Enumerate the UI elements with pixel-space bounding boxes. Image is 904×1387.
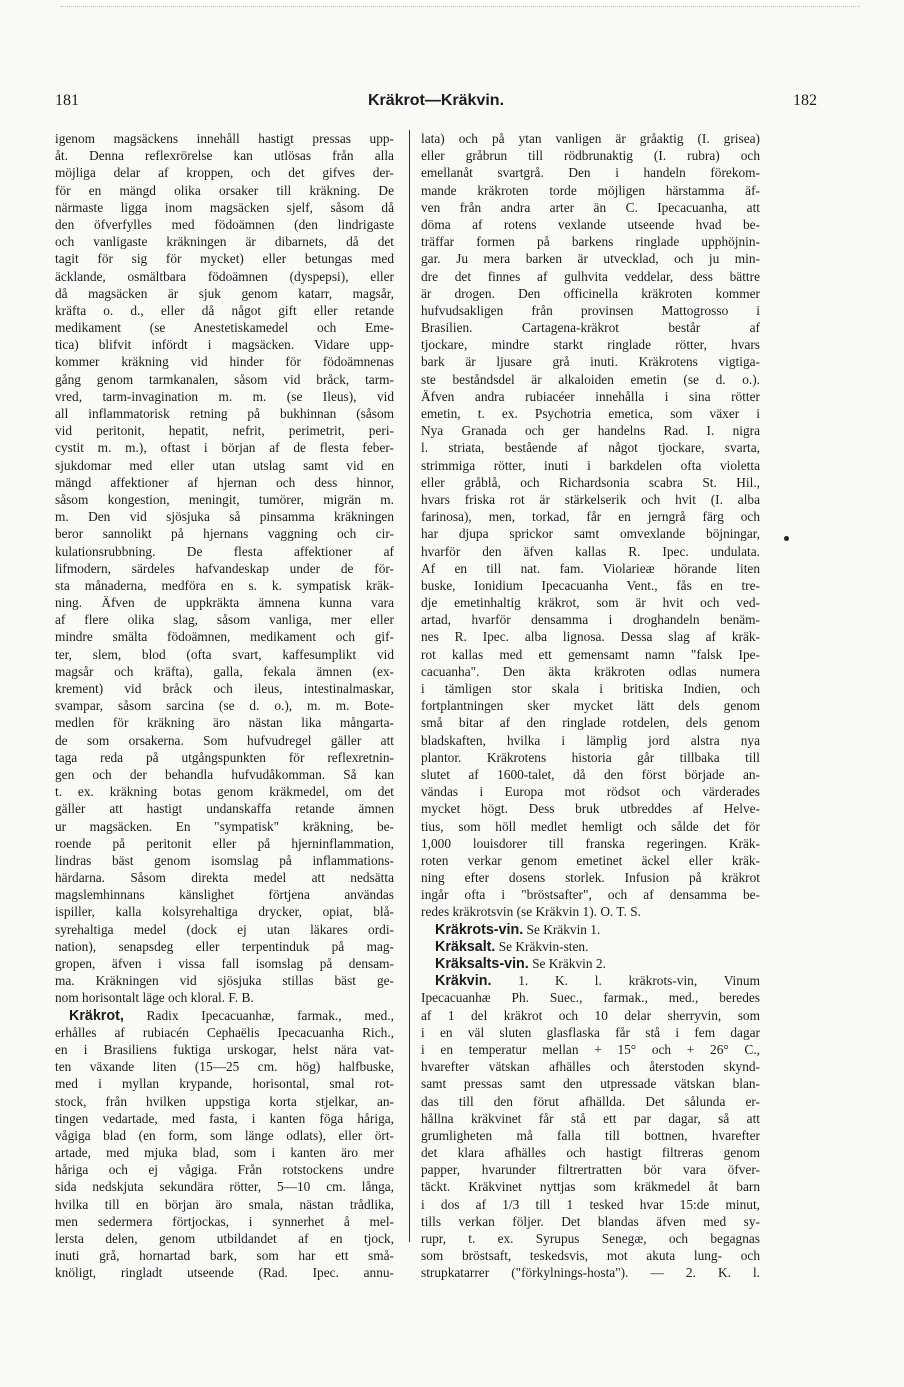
line-text: är drogen. Den officinella kräkroten kommer <box>421 285 760 301</box>
line-text: Se Kräkvin 2. <box>528 956 606 971</box>
text-line <box>55 543 394 560</box>
text-line <box>55 388 394 405</box>
text-line <box>421 869 760 886</box>
line-text: rot kallas med ett gemensamt namn "falsk Ipe- <box>421 646 760 662</box>
left-column <box>55 130 394 1282</box>
line-text: 1,000 louisdorer till franska regeringen. Kräk- <box>421 835 760 851</box>
line-text: inuti grå, hornartad bark, som har ett små- <box>55 1248 394 1264</box>
text-line <box>421 903 760 920</box>
text-line <box>421 250 760 267</box>
line-text: mande kräkroten torde möjligen härstamma äf- <box>421 182 760 198</box>
line-text: tjockare, mindre starkt ringlade rötter, hvars <box>421 337 760 353</box>
line-text: redes kräkrotsvin (se Kräkvin 1). O. T. S. <box>421 904 642 920</box>
text-line <box>55 1213 394 1230</box>
text-line <box>55 921 394 938</box>
text-line <box>55 972 394 989</box>
line-text: hållna kräkvinet får stå ett par dagar, så att <box>421 1110 760 1126</box>
line-text: taga reda på utgångspunkten för reflexretnin- <box>55 749 394 765</box>
text-line <box>55 199 394 216</box>
text-line <box>421 422 760 439</box>
headword: Kräkrots-vin. <box>435 921 524 938</box>
text-line <box>55 783 394 800</box>
line-text: farinosa), men, torkad, får en jerngrå färg och <box>421 509 760 525</box>
text-line <box>421 216 760 233</box>
text-line <box>55 818 394 835</box>
line-text: det klara afhälles och hastigt filtreras genom <box>421 1145 760 1161</box>
line-text: rupr, t. ex. Syrupus Senegæ, och begagnas <box>421 1231 760 1246</box>
text-line <box>55 457 394 474</box>
text-line <box>55 147 394 164</box>
line-text: Brasilien. Cartagena-kräkrot består af <box>421 320 760 336</box>
text-line <box>421 818 760 835</box>
line-text: krement) vid bråck och ileus, intestinalmaskar, <box>55 681 394 696</box>
text-line <box>55 628 394 645</box>
headword: Kräksalts-vin. <box>435 956 529 972</box>
line-text: ispiller, kalla kolsyrehaltiga drycker, opiat, blå- <box>55 904 394 920</box>
line-text: ur magsäcken. En "sympatisk" kräkning, be- <box>55 818 394 834</box>
text-line <box>421 405 760 422</box>
line-text: vågiga blad (en form, som länge odlats), eller ört- <box>55 1127 394 1143</box>
text-line <box>55 714 394 731</box>
line-text: ten växande liten (15—25 cm. hög) halfbuske, <box>55 1059 394 1075</box>
line-text: beror sannolikt på hjernans vaggning och cir- <box>55 526 394 542</box>
text-line <box>55 525 394 542</box>
line-text: gen och der behandla hufvudåkomman. Så kan <box>55 766 394 782</box>
text-line <box>55 869 394 886</box>
line-text: syrehaltiga medel (dock ej utan läkares ordi- <box>55 921 394 937</box>
text-line <box>421 199 760 216</box>
text-line <box>55 1058 394 1075</box>
text-line <box>55 233 394 250</box>
line-text: åt. Denna reflexrörelse kan utlösas från alla <box>55 148 394 164</box>
line-text: ingår ofta i "bröstsafter", och af densamma be- <box>421 887 760 903</box>
text-line <box>55 336 394 353</box>
line-text: igenom magsäckens innehåll hastigt pressas upp- <box>55 131 394 146</box>
line-text: all inflammatorisk retning på bukhinnan (såsom <box>55 406 394 421</box>
text-line <box>55 130 394 147</box>
text-line <box>421 560 760 577</box>
line-text: i en temperatur mellan + 15° och + 26° C., <box>421 1041 760 1057</box>
text-line <box>421 852 760 869</box>
line-text: bark är ljusare grå inuti. Kräkrotens vigtiga- <box>421 354 760 370</box>
line-text: buske, Ionidium Ipecacuanha Vent., fås en tre- <box>421 577 760 593</box>
line-text: af flere olika slag, såsom vanliga, mer eller <box>55 612 394 628</box>
text-line <box>421 1007 760 1024</box>
text-line <box>55 474 394 491</box>
text-line <box>55 1024 394 1041</box>
running-title: Kräkrot—Kräkvin. <box>367 92 505 109</box>
line-text: Af en till nat. fam. Violarieæ hörande liten <box>421 560 760 576</box>
line-text: mycket högt. Dess bruk utbreddes af Helve- <box>421 801 760 817</box>
text-line <box>421 1024 760 1041</box>
line-text: strupkatarrer ("förkylnings-hosta"). — 2. K. l. <box>421 1265 760 1281</box>
line-text: medlen för kräkning äro nästan lika mångarta- <box>55 715 394 731</box>
text-line <box>55 938 394 955</box>
text-line <box>421 886 760 903</box>
text-line <box>55 1041 394 1058</box>
line-text: tills verkan följer. Det blandas äfven med sy- <box>421 1213 760 1229</box>
line-text: af 1 del kräkrot och 10 delar sherryvin, som <box>421 1007 760 1023</box>
line-text: har djupa sprickor samt omvexlande böjningar, <box>421 526 760 542</box>
text-line <box>55 319 394 336</box>
line-text: för en mängd olika orsaker till kräkning. De <box>55 182 394 198</box>
line-text: gäller att hastigt undanskaffa retande ämnen <box>55 801 394 817</box>
text-line <box>55 577 394 594</box>
line-text: Nya Granada och ger handelns Rad. I. nigra <box>421 423 760 439</box>
line-text: sjukdomar med eller utan utslag samt vid en <box>55 457 394 473</box>
headword: Kräksalt. <box>435 938 496 955</box>
text-line <box>55 852 394 869</box>
text-line <box>421 955 760 972</box>
text-line <box>55 250 394 267</box>
text-line <box>55 1127 394 1144</box>
text-line <box>55 611 394 628</box>
text-line <box>421 628 760 645</box>
line-text: små bitar af den ringlade rotdelen, dels genom <box>421 715 760 731</box>
line-text: svampar, såsom sarcina (se d. o.), m. m. Bote- <box>55 698 394 714</box>
line-text: gropen, äfven i vissa fall isomslag på densam- <box>55 956 394 971</box>
text-line <box>55 886 394 903</box>
line-text: mindre smälta födoämnen, medikament och gif- <box>55 629 394 645</box>
text-line <box>421 680 760 697</box>
line-text: lifmodern, särdeles hafvandeskap under de för- <box>55 560 394 576</box>
line-text: das till den förut afhällda. Det sålunda er- <box>421 1093 760 1109</box>
line-text: lersta delen, genom utbildandet af en tjock, <box>55 1231 394 1246</box>
text-line <box>421 972 760 989</box>
line-text: cacuanha". Den äkta kräkroten odlas numera <box>421 663 760 679</box>
text-line <box>55 302 394 319</box>
text-line <box>421 388 760 405</box>
text-line <box>421 1247 760 1264</box>
line-text: knöligt, ringladt utseende (Rad. Ipec. annu- <box>55 1265 394 1281</box>
line-text: ste beståndsdel är alkaloiden emetin (se d. o.). <box>421 371 760 387</box>
text-line <box>421 611 760 628</box>
text-line <box>55 903 394 920</box>
line-text: stock, från hvilken uppstiga korta stjelkar, an- <box>55 1093 394 1109</box>
line-text: bladskaften, hvilka i lämplig jord alstra nya <box>421 732 760 748</box>
text-line <box>55 800 394 817</box>
text-line <box>55 353 394 370</box>
text-line <box>421 1075 760 1092</box>
page-number-left: 181 <box>55 92 79 109</box>
text-line <box>421 147 760 164</box>
line-text: nation), senapsdeg eller terpentinduk på mag- <box>55 938 394 954</box>
line-text: hvilka till en början äro smala, nästan trådlika, <box>55 1196 394 1212</box>
line-text: kommer kräkning vid hinder för födoämnenas <box>55 354 394 370</box>
line-text: i tämligen stor skala i britiska Indien, och <box>421 681 760 696</box>
text-line <box>421 714 760 731</box>
line-text: Ipecacuanhæ Ph. Suec., farmak., med., beredes <box>421 990 760 1006</box>
line-text: en i Brasiliens fuktiga urskogar, helst nära vat- <box>55 1041 394 1057</box>
text-line <box>55 285 394 302</box>
line-text: strimmiga rötter, inuti i barkdelen ofta violetta <box>421 457 760 473</box>
line-text: mängd affektioner af hjernan och dess hinnor, <box>55 474 394 490</box>
text-line <box>55 508 394 525</box>
text-line <box>421 732 760 749</box>
line-text: magslemhinnans känslighet förtjena användas <box>55 887 394 903</box>
line-text: sida nedskjuta sekundära rötter, 5—10 cm. långa, <box>55 1179 394 1195</box>
text-line <box>421 577 760 594</box>
text-line <box>421 353 760 370</box>
line-text: t. ex. kräkning botas genom kräkmedel, om det <box>55 784 394 800</box>
text-line <box>421 921 760 938</box>
line-text: tingen vedartade, med fasta, i kanten föga håriga, <box>55 1110 394 1126</box>
text-line <box>55 422 394 439</box>
headword: Kräkvin. <box>435 973 492 990</box>
line-text: Radix Ipecacuanhæ, farmak., med., <box>123 1007 394 1023</box>
text-line <box>55 1264 394 1281</box>
line-text: döma af rotens vexlande utseende hvad be- <box>421 216 760 232</box>
text-line <box>421 164 760 181</box>
column-divider <box>409 130 410 1242</box>
line-text: den öfverfylles med födoämnen (den lindrigaste <box>55 216 394 232</box>
line-text: roten verkar genom emetinet äckel eller kräk- <box>421 852 760 868</box>
right-column <box>421 130 760 1282</box>
line-text: då magsäcken är sjuk genom katarr, magsår, <box>55 285 394 301</box>
line-text: cystit m. m.), oftast i början af de flesta feber- <box>55 440 394 456</box>
line-text: i en väl sluten glasflaska får stå i fem dagar <box>421 1024 760 1040</box>
line-text: eller gråblå, och Richardsonia scabra St. Hil., <box>421 474 760 490</box>
line-text: nes R. Ipec. alba lignosa. Dessa slag af kräk- <box>421 629 760 645</box>
line-text: såsom kongestion, meningit, tumörer, migrän m. <box>55 491 394 507</box>
text-line <box>421 1196 760 1213</box>
margin-dot-mark <box>784 536 789 541</box>
line-text: medikament (se Anestetiskamedel och Eme- <box>55 320 394 336</box>
line-text: ter, slem, blod (ofta svart, kaffesumplikt vid <box>55 646 394 662</box>
text-line <box>421 783 760 800</box>
line-text: hufvudsakligen från provinsen Mattogrosso i <box>421 302 760 318</box>
line-text: kulationsrubbning. De flesta affektioner af <box>55 543 394 559</box>
line-text: vändas i Europa mot rödsot och värderades <box>421 784 760 800</box>
line-text: hvarför den äfven kallas R. Ipec. undulata. <box>421 543 760 559</box>
line-text: Se Kräkvin 1. <box>523 921 601 937</box>
text-line <box>421 1144 760 1161</box>
text-line <box>421 474 760 491</box>
text-line <box>55 371 394 388</box>
text-line <box>55 1007 394 1024</box>
text-line <box>421 1127 760 1144</box>
line-text: äcklande, osmältbara födoämnen (dyspepsi), eller <box>55 268 394 284</box>
text-line <box>421 1110 760 1127</box>
text-line <box>55 268 394 285</box>
text-line <box>55 1161 394 1178</box>
text-line <box>55 164 394 181</box>
text-line <box>421 491 760 508</box>
line-text: nom horisontalt läge och kloral. F. B. <box>55 990 254 1006</box>
line-text: l. striata, bestående af något tjockare, svarta, <box>421 440 760 456</box>
text-line <box>55 1110 394 1127</box>
line-text: kräfta o. d., eller då något gift eller retande <box>55 302 394 318</box>
line-text: möjliga delar af kroppen, och det gifves der- <box>55 165 394 181</box>
line-text: hvarefter vätskan afhälles och återstoden skynd- <box>421 1059 760 1075</box>
page-header <box>55 92 817 116</box>
line-text: och vanligaste kräkningen är dibarnets, då det <box>55 234 394 250</box>
line-text: de som orsakerna. Som hufvudregel gäller att <box>55 732 394 748</box>
text-line <box>55 1247 394 1264</box>
line-text: magsår och kräfta), galla, fekala ämnen (ex- <box>55 663 394 679</box>
text-line <box>421 1041 760 1058</box>
line-text: ma. Kräkningen vid sjösjuka stillas bäst ge- <box>55 973 394 989</box>
line-text: roende på peritonit eller på hjerninflammation, <box>55 835 394 851</box>
line-text: dje emetinhaltig kräkrot, som är hvit och ved- <box>421 595 760 611</box>
text-line <box>421 508 760 525</box>
line-text: vred, tarm-invagination m. m. (se Ileus), vid <box>55 388 394 404</box>
text-line <box>421 336 760 353</box>
line-text: men sedermera förtjockas, i synnerhet å mel- <box>55 1213 394 1229</box>
text-line <box>421 646 760 663</box>
line-text: lindras bäst genom isomslag på inflammations- <box>55 852 394 868</box>
line-text: härdarna. Såsom direkta medel att nedsätta <box>55 870 394 886</box>
text-line <box>55 955 394 972</box>
text-line <box>421 1161 760 1178</box>
text-line <box>421 1230 760 1247</box>
line-text: tagit för sig för mycket) eller betungas med <box>55 251 394 267</box>
text-line <box>421 835 760 852</box>
text-line <box>55 491 394 508</box>
text-line <box>55 594 394 611</box>
headword: Kräkrot, <box>69 1007 124 1024</box>
text-line <box>55 663 394 680</box>
text-line <box>55 989 394 1006</box>
text-line <box>55 1093 394 1110</box>
text-line <box>421 543 760 560</box>
text-line <box>55 405 394 422</box>
text-line <box>421 938 760 955</box>
text-line <box>421 285 760 302</box>
text-line <box>421 371 760 388</box>
line-text: artad, hvarför densamma i droghandeln benäm- <box>421 612 760 628</box>
line-text: tius, som höll medlet hemligt och sålde det för <box>421 818 760 834</box>
line-text: papper, hvarunder filtrertratten bör vara öfver- <box>421 1162 760 1178</box>
line-text: artade, med mjuka blad, som i kanten äro mer <box>55 1145 394 1161</box>
text-line <box>55 646 394 663</box>
line-text: dre det finnes af gulhvita veddelar, dess bättre <box>421 268 760 284</box>
text-line <box>55 749 394 766</box>
line-text: Äfven andra rubiacéer innehålla i sina rötter <box>421 388 760 404</box>
line-text: ning efter dosens storlek. Infusion på kräkrot <box>421 870 760 886</box>
line-text: ning. Äfven de uppkräkta ämnena kunna vara <box>55 595 394 611</box>
line-text: tica) blifvit infördt i magsäcken. Vidare upp- <box>55 337 394 353</box>
text-line <box>421 268 760 285</box>
text-line <box>55 216 394 233</box>
text-line <box>421 1264 760 1281</box>
text-line <box>421 749 760 766</box>
text-line <box>421 594 760 611</box>
text-line <box>421 439 760 456</box>
line-text: gar. Ju mera barken är utvecklad, och ju min- <box>421 251 760 267</box>
line-text: lata) och på ytan vanligen är gråaktig (I. grisea) <box>421 131 760 146</box>
text-line <box>421 1058 760 1075</box>
text-line <box>55 1075 394 1092</box>
text-line <box>421 697 760 714</box>
text-line <box>421 663 760 680</box>
text-line <box>421 233 760 250</box>
text-line <box>421 1213 760 1230</box>
text-line <box>421 766 760 783</box>
line-text: m. Den vid sjösjuka så pinsamma kräkningen <box>55 509 394 525</box>
text-line <box>421 1093 760 1110</box>
text-line <box>55 439 394 456</box>
line-text: samt pressas samt den utpressade vätskan blan- <box>421 1076 760 1092</box>
text-line <box>55 732 394 749</box>
text-line <box>421 525 760 542</box>
text-line <box>421 130 760 147</box>
text-line <box>55 697 394 714</box>
line-text: gång genom tarmkanalen, såsom vid bråck, tarm- <box>55 371 394 387</box>
text-line <box>421 1178 760 1195</box>
text-line <box>55 1144 394 1161</box>
text-line <box>55 560 394 577</box>
line-text: täckt. Kräkvinet nyttjas som kräkmedel åt barn <box>421 1179 760 1195</box>
line-text: fortplantningen sker mycket lätt dels genom <box>421 698 760 714</box>
text-line <box>55 182 394 199</box>
line-text: med i myllan krypande, horisontal, smal rot- <box>55 1076 394 1092</box>
line-text: emetin, t. ex. Psychotria emetica, som växer i <box>421 406 760 421</box>
line-text: grumligheten må falla till bottnen, hvarefter <box>421 1127 760 1143</box>
line-text: slutet af 1600-talet, då den först började an- <box>421 766 760 782</box>
text-line <box>421 319 760 336</box>
line-text: närmaste ligga inom magsäcken sjelf, såsom då <box>55 199 394 215</box>
line-text: håriga och ej vågiga. Från rotstockens undre <box>55 1162 394 1178</box>
text-line <box>421 989 760 1006</box>
line-text: träffar formen på barkens ringlade upphöjnin- <box>421 234 760 250</box>
scan-edge-line <box>60 6 860 7</box>
text-line <box>55 1230 394 1247</box>
line-text: emellanåt svartgrå. Den i handeln förekom- <box>421 165 760 181</box>
line-text: sta månaderna, medföra en s. k. sympatisk kräk- <box>55 577 394 593</box>
line-text: i dos af 1/3 till 1 tesked hvar 15:de minut, <box>421 1196 760 1212</box>
line-text: vid peritonit, hepatit, nefrit, perimetrit, peri- <box>55 423 394 439</box>
text-line <box>55 835 394 852</box>
text-line <box>421 182 760 199</box>
text-line <box>55 1196 394 1213</box>
line-text: 1. K. l. kräkrots-vin, Vinum <box>491 973 760 989</box>
line-text: eller gråbrun till rödbrunaktig (I. rubra) och <box>421 148 760 164</box>
text-line <box>55 1178 394 1195</box>
line-text: plantor. Kräkrotens historia går tillbaka till <box>421 749 760 765</box>
line-text: som bröstsaft, teskedsvis, mot akuta lung- och <box>421 1248 760 1264</box>
page-number-right: 182 <box>793 92 817 109</box>
text-line <box>421 302 760 319</box>
text-line <box>55 680 394 697</box>
line-text: hvars friska rot är stärkelserik och hvit (I. alba <box>421 491 760 507</box>
line-text: erhålles af rubiacén Cephaëlis Ipecacuanha Rich., <box>55 1024 394 1040</box>
line-text: ven från andra arter än C. Ipecacuanha, att <box>421 199 760 215</box>
line-text: Se Kräkvin-sten. <box>495 938 589 954</box>
text-line <box>421 800 760 817</box>
text-line <box>55 766 394 783</box>
text-line <box>421 457 760 474</box>
